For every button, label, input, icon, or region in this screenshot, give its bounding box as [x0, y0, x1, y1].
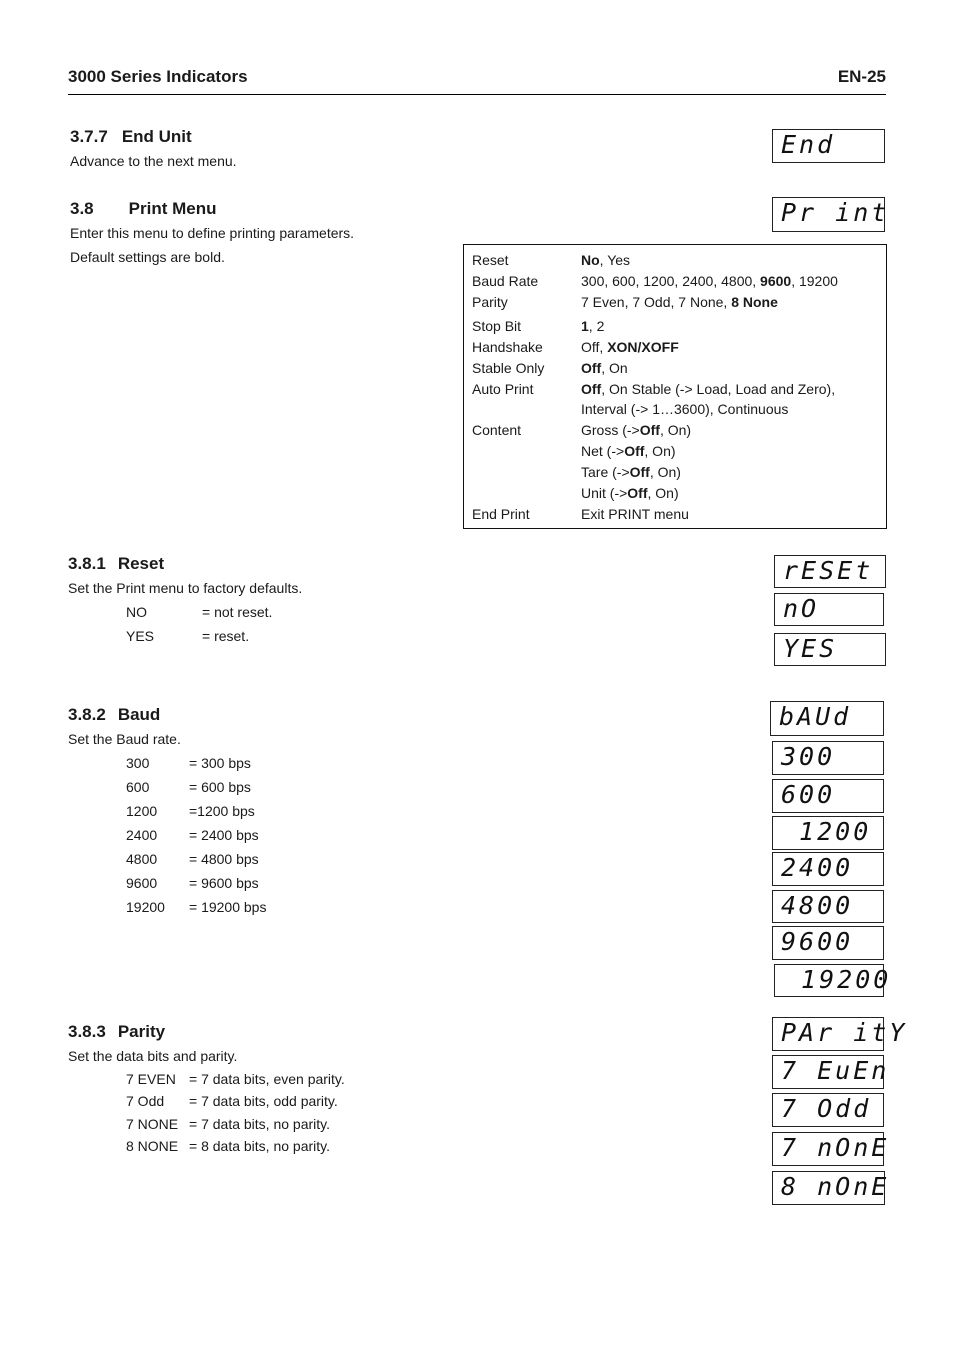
setting-name: Content	[472, 422, 522, 438]
option-text: , On)	[659, 422, 692, 438]
page-number: EN-25	[837, 67, 886, 86]
setting-name: End Print	[472, 506, 530, 522]
lcd-display: rESEt	[774, 555, 886, 588]
option-text: , On Stable (-> Load, Load and Zero),	[601, 381, 836, 397]
setting-name: Handshake	[472, 339, 543, 355]
header-rule	[68, 94, 886, 95]
section-382-heading	[68, 705, 160, 725]
setting-options	[581, 273, 838, 289]
default-option: Off	[581, 381, 602, 397]
default-option: 9600	[760, 273, 792, 289]
section-number: 3.7.7	[70, 127, 108, 146]
option-value: 7 Odd	[126, 1093, 165, 1110]
setting-name: Stop Bit	[472, 318, 522, 334]
setting-options	[581, 360, 628, 376]
option-text: 300, 600, 1200, 2400, 4800,	[581, 273, 761, 289]
option-meaning: = 7 data bits, even parity.	[189, 1071, 345, 1087]
option-value: NO	[126, 604, 147, 620]
option-meaning: = 4800 bps	[189, 851, 259, 867]
lcd-display: 300	[772, 741, 884, 775]
option-text: Interval (-> 1…3600), Continuous	[581, 401, 789, 417]
option-value: YES	[126, 628, 155, 644]
setting-name: Auto Print	[472, 381, 534, 397]
lcd-display: YES	[774, 633, 886, 666]
section-381-desc: Set the Print menu to factory defaults.	[68, 580, 303, 596]
setting-options	[581, 506, 689, 522]
option-text: Off,	[581, 339, 608, 355]
option-text: , 19200	[791, 273, 838, 289]
default-option: 8 None	[731, 294, 778, 310]
default-option: Off	[581, 360, 602, 376]
option-text: , On	[601, 360, 628, 376]
document-title: 3000 Series Indicators	[68, 67, 248, 86]
section-38-desc-2: Default settings are bold.	[70, 249, 225, 265]
section-number: 3.8.3	[68, 1022, 106, 1041]
section-title: End Unit	[121, 127, 192, 146]
setting-options	[581, 294, 778, 310]
lcd-display: 1200	[772, 816, 884, 850]
option-text: Tare (->	[581, 464, 630, 480]
option-text: Net (->	[581, 443, 625, 459]
section-38-desc-1: Enter this menu to define printing parameters.	[70, 225, 355, 241]
section-38-heading	[70, 199, 216, 219]
setting-name: Baud Rate	[472, 273, 539, 289]
section-number: 3.8.1	[68, 554, 106, 573]
lcd-display: 600	[772, 779, 884, 813]
section-number: 3.8	[70, 199, 94, 218]
lcd-display: PAr itY	[772, 1017, 884, 1051]
option-text: , On)	[649, 464, 681, 480]
setting-options	[581, 443, 676, 459]
setting-name: Stable Only	[472, 360, 545, 376]
lcd-display: 9600	[772, 926, 884, 960]
lcd-display: 7 Odd	[772, 1093, 884, 1127]
print-menu-table	[463, 244, 887, 529]
option-text: Exit PRINT menu	[581, 506, 689, 522]
lcd-display: 7 EuEn	[772, 1055, 884, 1089]
setting-options	[581, 422, 691, 438]
option-meaning: = 7 data bits, odd parity.	[189, 1093, 338, 1110]
lcd-display: bAUd	[770, 701, 884, 736]
option-value: 300	[126, 755, 150, 771]
option-value: 600	[126, 779, 150, 795]
default-option: Off	[629, 464, 650, 480]
setting-options	[581, 381, 835, 397]
option-meaning: = 2400 bps	[189, 827, 259, 843]
option-meaning: = 7 data bits, no parity.	[189, 1115, 330, 1132]
option-text: , Yes	[599, 252, 631, 268]
option-meaning: = reset.	[202, 628, 250, 644]
lcd-display: 19200	[774, 964, 884, 997]
option-value: 4800	[126, 851, 158, 867]
setting-name: Parity	[472, 294, 508, 310]
section-383-heading	[68, 1022, 165, 1042]
setting-options	[581, 401, 788, 417]
section-title: Print Menu	[128, 199, 217, 218]
option-meaning: = 19200 bps	[189, 899, 267, 915]
option-value: 19200	[126, 899, 165, 915]
lcd-display: 4800	[772, 890, 884, 923]
default-option: Off	[639, 422, 660, 438]
section-381-heading	[68, 554, 164, 574]
setting-options	[581, 464, 681, 480]
section-377-desc: Advance to the next menu.	[70, 153, 237, 169]
option-text: Gross (->	[581, 422, 640, 438]
default-option: Off	[627, 485, 648, 501]
setting-options	[581, 318, 604, 334]
default-option: 1	[581, 318, 589, 334]
option-text: , 2	[588, 318, 605, 334]
section-382-desc: Set the Baud rate.	[68, 731, 181, 747]
option-text: 7 Even, 7 Odd, 7 None,	[581, 294, 732, 310]
option-meaning: = 300 bps	[189, 755, 251, 771]
option-value: 7 NONE	[126, 1115, 179, 1132]
option-value: 2400	[126, 827, 158, 843]
option-meaning: =1200 bps	[189, 803, 255, 819]
option-meaning: = 600 bps	[189, 779, 251, 795]
lcd-display: nO	[774, 593, 884, 626]
option-text: Unit (->	[581, 485, 628, 501]
option-text: , On)	[647, 485, 679, 501]
option-text: , On)	[644, 443, 676, 459]
lcd-display: 7 nOnE	[772, 1132, 884, 1166]
default-option: No	[581, 252, 600, 268]
lcd-display: 2400	[772, 852, 884, 886]
setting-options	[581, 339, 679, 355]
lcd-display-end: End	[772, 129, 885, 163]
lcd-display-print: Pr int	[772, 197, 885, 232]
option-meaning: = not reset.	[202, 604, 273, 620]
option-value: 1200	[126, 803, 158, 819]
setting-options	[581, 485, 679, 501]
option-value: 7 EVEN	[126, 1071, 176, 1087]
option-value: 8 NONE	[126, 1137, 179, 1154]
section-383-desc: Set the data bits and parity.	[68, 1048, 238, 1064]
section-377-heading	[70, 127, 192, 147]
option-meaning: = 8 data bits, no parity.	[189, 1137, 330, 1154]
default-option: XON/XOFF	[607, 339, 679, 355]
option-value: 9600	[126, 875, 158, 891]
setting-options	[581, 252, 630, 268]
section-title: Reset	[117, 554, 165, 573]
default-option: Off	[624, 443, 645, 459]
lcd-display: 8 nOnE	[772, 1171, 885, 1205]
section-title: Baud	[117, 705, 161, 724]
section-number: 3.8.2	[68, 705, 106, 724]
section-title: Parity	[117, 1022, 166, 1041]
setting-name: Reset	[472, 252, 509, 268]
option-meaning: = 9600 bps	[189, 875, 259, 891]
